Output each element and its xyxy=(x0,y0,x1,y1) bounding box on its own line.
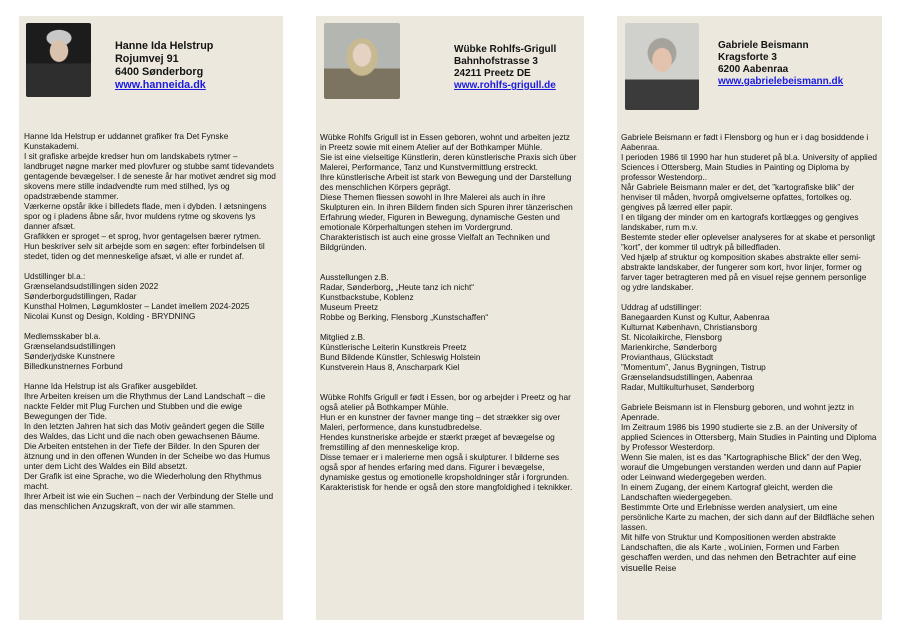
bio-paragraph: Sie ist eine vielseitige Künstlerin, deren künstlerische Praxis sich über Malerei, Performance, Tanz und Kunstvermittlung erstreckt. xyxy=(320,152,577,172)
bio-paragraph: Wübke Rohlfs Grigull ist in Essen geboren, wohnt und arbeiten jeztz in Preetz sowie mit einem Atelier auf der Bothkamper Mühle. xyxy=(320,132,570,152)
membership-item: Grænselandsudstillingen xyxy=(24,341,116,351)
bio-paragraph: Im Zeitraum 1986 bis 1990 studierte sie z.B. an der University of applied Sciences in Ottersberg, Main Studies in Painting und Diploma by Professor Westerdorp. xyxy=(621,422,877,452)
exhibition-item: Sønderborgudstillingen, Radar xyxy=(24,291,137,301)
exhibition-item: Kunsthal Holmen, Løgumkloster – Landet imellem 2024-2025 xyxy=(24,301,250,311)
bio-text-end: eine visuelle xyxy=(621,552,857,574)
artist-name: Gabriele Beismann xyxy=(718,40,809,51)
artist-text xyxy=(320,132,578,492)
exhibition-item: Kulturnat København, Christiansborg xyxy=(621,322,758,332)
membership-item: Künstlerische Leiterin Kunstkreis Preetz xyxy=(320,342,467,352)
bio-paragraph: In den letzten Jahren hat sich das Motiv geändert gegen die Stille des Waldes, das Licht und die nach oben gewachsenen Bäume. xyxy=(24,421,265,441)
artist-city: 24211 Preetz DE xyxy=(454,68,531,79)
bio-paragraph: Diese Themen fliessen sowohl in Ihre Malerei als auch in ihre Skulpturen ein. In ihren Bildern finden sich Spuren ihrer tänzerischen Erfahrung wieder, Figuren in Bewegung, dynamische Gesten und emotionale Körperhaltungen stehen im Vordergrund. xyxy=(320,192,573,232)
bio-paragraph: Gabriele Beismann er født i Flensborg og hun er i dag bosiddende i Aabenraa. xyxy=(621,132,869,152)
bio-text-end: Betrachter auf xyxy=(773,552,836,563)
exhibition-item: Radar, Sønderborg„ „Heute tanz ich nicht“ xyxy=(320,282,475,292)
bio-paragraph: Disse temaer er i malerierne men også i skulpturer. I bilderne ses også spor af hendes erfaring med dans. Figurer i bevægelse, dynamiske gestus og emotionelle kropsholdninger står i forgrunden. xyxy=(320,452,570,482)
memberships-heading: Medlemsskaber bl.a. xyxy=(24,331,101,341)
artist-contact xyxy=(454,44,556,92)
artist-portrait xyxy=(26,23,91,97)
bio-paragraph: Ihre künstlerische Arbeit ist stark von Bewegung und der Darstellung des menschlichen Körpers geprägt. xyxy=(320,172,572,192)
bio-paragraph: Hanne Ida Helstrup ist als Grafiker ausgebildet. xyxy=(24,381,198,391)
bio-paragraph: Karakteristisk for hende er også den store mangfoldighed i teknikker. xyxy=(320,482,573,492)
exhibition-item: Grænselandsudstillingen siden 2022 xyxy=(24,281,159,291)
bio-paragraph: Grafikken er sproget – et sprog, hvor gentagelsen bærer rytmen. xyxy=(24,231,262,241)
bio-paragraph: I en tilgang der minder om en kartografs kortlægges og gengives landskaber, rum m.v. xyxy=(621,212,859,232)
artist-contact xyxy=(718,40,843,88)
membership-item: Kunstverein Haus 8, Anscharpark Kiel xyxy=(320,362,460,372)
membership-item: Bund Bildende Künstler, Schleswig Holstein xyxy=(320,352,481,362)
artist-text xyxy=(621,132,877,574)
exhibitions-heading: Ausstellungen z.B. xyxy=(320,272,389,282)
bio-paragraph: Wenn Sie malen, ist es das ”Kartographische Blick” der den Weg, worauf die Umgebungen verstanden werden und dann auf Papier oder Leinwand wiedergegeben werden. xyxy=(621,452,862,482)
artist-contact xyxy=(115,40,213,92)
exhibition-item: Marienkirche, Sønderborg xyxy=(621,342,717,352)
bio-paragraph: Der Grafik ist eine Sprache, wo die Wiederholung den Rhythmus macht. xyxy=(24,471,262,491)
bio-paragraph: Bestemte steder eller oplevelser analyseres for at skabe et personligt ”kort”, der kommer til udtryk på billedfladen. xyxy=(621,232,876,252)
artist-street: Kragsforte 3 xyxy=(718,52,777,63)
bio-paragraph xyxy=(621,532,877,574)
bio-paragraph: Ihre Arbeiten kreisen um die Rhythmus der Land Landschaft – die nackte Felder mit Plug Furchen und Stubben und die ewige Bewegungen der Tide. xyxy=(24,391,266,421)
bio-paragraph: Hendes kunstneriske arbejde er stærkt præget af bevægelse og fremstilling af den menneskelige krop. xyxy=(320,432,555,452)
artist-website-link[interactable]: www.gabrielebeismann.dk xyxy=(718,76,844,87)
artist-name: Wübke Rohlfs-Grigull xyxy=(454,44,557,55)
bio-paragraph: Ved hjælp af struktur og komposition skabes abstrakte eller semi-abstrakte landskaber, der fungerer som kort, hvor linjer, former og farver tager betragteren med på en visuel rejse gennem personlige og ydre landskaber. xyxy=(621,252,867,292)
bio-paragraph: Ihrer Arbeit ist wie ein Suchen – nach der Verbindung der Stelle und das menschlichen Anzugskraft, von der wir alle stammen. xyxy=(24,491,274,511)
artist-portrait xyxy=(625,23,699,110)
artist-portrait xyxy=(324,23,400,99)
exhibitions-heading: Uddrag af udstillinger: xyxy=(621,302,702,312)
artist-card-hanne xyxy=(19,16,283,620)
exhibition-item: Robbe og Berking, Flensborg „Kunstschaffen“ xyxy=(320,312,489,322)
bio-paragraph: Gabriele Beismann ist in Flensburg geboren, und wohnt jeztz in Apenrade. xyxy=(621,402,854,422)
bio-paragraph: Hun beskriver selv sit arbejde som en søgen: efter forbindelsen til stedet, tiden og det menneskelige afsæt, vi alle er rundet af. xyxy=(24,241,265,261)
artist-street: Rojumvej 91 xyxy=(115,53,179,65)
artist-street: Bahnhofstrasse 3 xyxy=(454,56,538,67)
bio-paragraph: I sit grafiske arbejde kredser hun om landskabets rytmer – landbruget nøgne marker med plovfurer og stubbe samt tidevandets gentagende bevægelser. I de seneste år har motivet ændret sig mod skovens mere stille indadvendte rum med stilhed, lys og opadstræbende stammer. xyxy=(24,151,276,201)
bio-paragraph: Die Arbeiten entstehen in der Tiefe der Bilder. In den Spuren der ätznung und in den offenen Wunden in der Scheibe wo das Humus unter dem Licht des Waldes ein Bild absetzt. xyxy=(24,441,271,471)
bio-text: Mit hilfe von Struktur und Kompositionen werden abstrakte Landschaften, die als Karte , woLinien, Formen und Farben geschaffen werden, und das nehmen den xyxy=(621,532,840,562)
bio-paragraph: I perioden 1986 til 1990 har hun studeret på bl.a. University of applied Sciences i Ottersberg, Main Studies in Painting og Diploma by professor Westendorp.. xyxy=(621,152,877,182)
exhibition-item: Banegaarden Kunst og Kultur, Aabenraa xyxy=(621,312,770,322)
exhibition-item: Radar, Multikulturhuset, Sønderborg xyxy=(621,382,755,392)
artist-card-wuebke xyxy=(316,16,584,620)
exhibition-item: Museum Preetz xyxy=(320,302,379,312)
memberships-heading: Mitglied z.B. xyxy=(320,332,366,342)
artist-city: 6400 Sønderborg xyxy=(115,66,204,78)
bio-paragraph: Wübke Rohlfs Grigull er født i Essen, bor og arbejder i Preetz og har også atelier på Bothkamper Mühle. xyxy=(320,392,571,412)
exhibitions-heading: Udstillinger bl.a.: xyxy=(24,271,86,281)
bio-paragraph: Værkerne opstår ikke i billedets flade, men i dybden. I ætsningens spor og i pladens åbne sår, hvor muldens rytme og skovens lys danner afsæt. xyxy=(24,201,267,231)
exhibition-item: St. Nicolaikirche, Flensborg xyxy=(621,332,722,342)
exhibition-item: Kunstbackstube, Koblenz xyxy=(320,292,414,302)
artist-name: Hanne Ida Helstrup xyxy=(115,40,214,52)
artist-card-gabriele xyxy=(617,16,882,620)
bio-paragraph: Charakteristisch ist auch eine grosse Vielfalt an Techniken und Bildgründen. xyxy=(320,232,550,252)
exhibition-item: Nicolai Kunst og Design, Kolding - BRYDNING xyxy=(24,311,196,321)
bio-paragraph: Bestimmte Orte und Erlebnisse werden analysiert, um eine persönliche Karte zu machen, der sich dann auf der Bildfläche sehen lassen. xyxy=(621,502,875,532)
membership-item: Billedkunstnernes Forbund xyxy=(24,361,123,371)
artist-website-link[interactable]: www.rohlfs-grigull.de xyxy=(454,80,556,91)
bio-paragraph: Hanne Ida Helstrup er uddannet grafiker fra Det Fynske Kunstakademi. xyxy=(24,131,229,151)
bio-paragraph: Hun er en kunstner der favner mange ting – det strækker sig over Maleri, performence, dans kunstudbredelse. xyxy=(320,412,561,432)
artist-text xyxy=(24,131,276,511)
bio-paragraph: In einem Zugang, der einem Kartograf gleicht, werden die Landschaften wiedergegeben. xyxy=(621,482,833,502)
membership-item: Sønderjydske Kunstnere xyxy=(24,351,115,361)
exhibition-item: Grænselandsudstillingen, Aabenraa xyxy=(621,372,753,382)
artist-city: 6200 Aabenraa xyxy=(718,64,789,75)
artist-website-link[interactable]: www.hanneida.dk xyxy=(115,79,206,91)
bio-text-end: Reise xyxy=(652,563,677,573)
bio-paragraph: Når Gabriele Beismann maler er det, det ”kartografiske blik” der henviser til måden, hvorpå omgivelserne opfattes, fortolkes og. gengives på lærred eller papir. xyxy=(621,182,855,212)
exhibition-item: Provianthaus, Glückstadt xyxy=(621,352,714,362)
exhibition-item: ”Momentum”, Janus Bygningen, Tistrup xyxy=(621,362,766,372)
